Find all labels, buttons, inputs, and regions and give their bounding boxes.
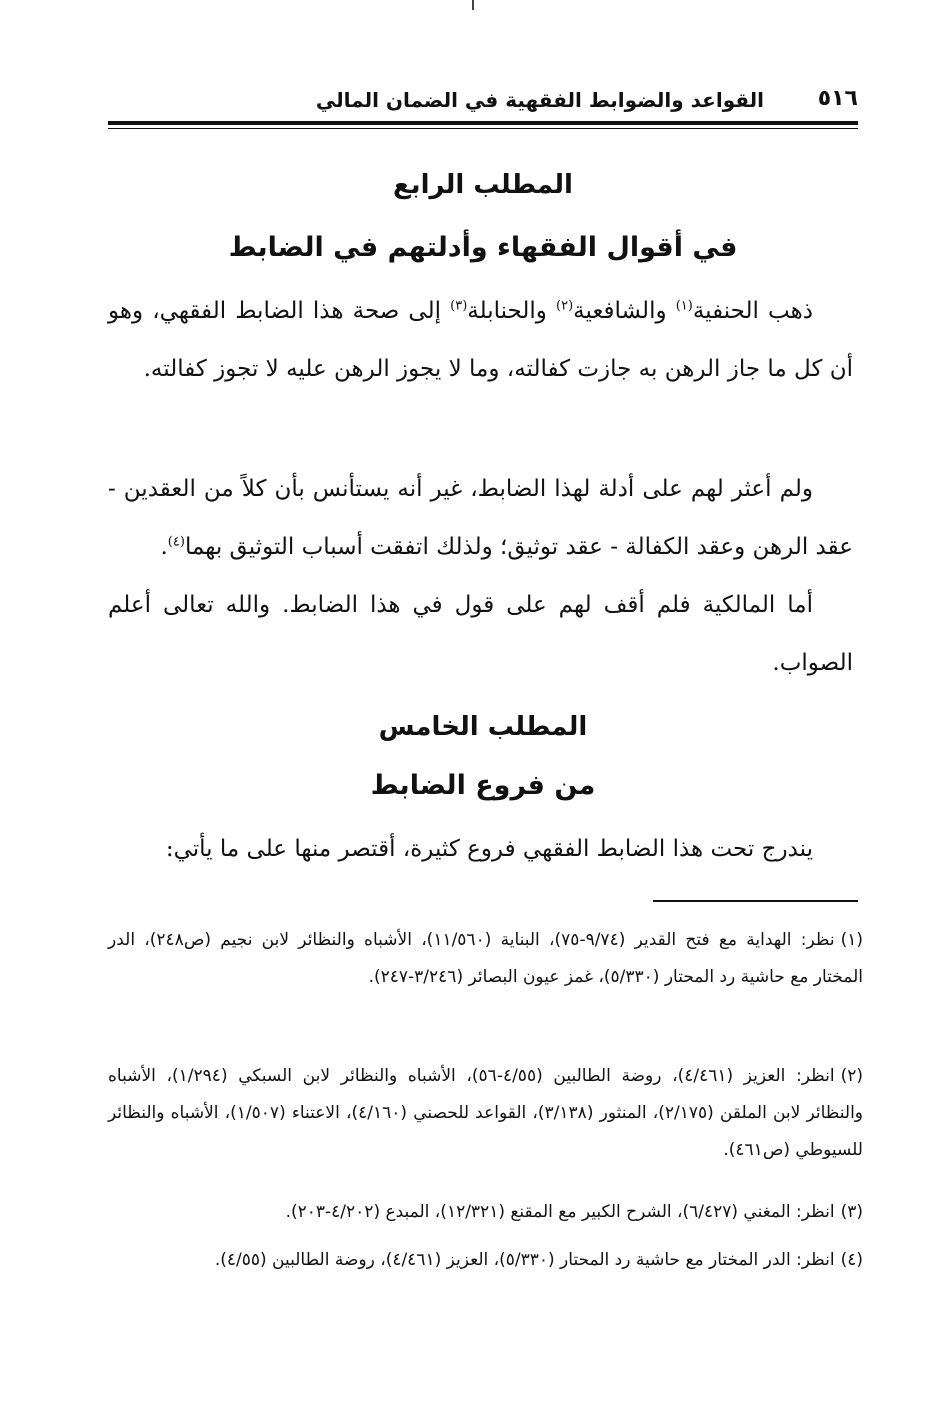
section5-intro-text: يندرج تحت هذا الضابط الفقهي فروع كثيرة، أقتصر منها على ما يأتي: <box>165 836 813 862</box>
footnote-4 <box>108 1242 863 1279</box>
page-header <box>108 84 858 118</box>
section4-subtitle: في أقوال الفقهاء وأدلتهم في الضابط <box>228 232 738 263</box>
footnote-4-text: انظر: الدر المختار مع حاشية رد المحتار (٥/٣٣٠)، العزيز (٤/٤٦١)، روضة الطالبين (٤/٥٥). <box>214 1250 835 1270</box>
footnote-2-number: (٢) <box>840 1066 864 1086</box>
page-number: ٥١٦ <box>817 86 858 111</box>
header-rule-thin <box>108 128 858 129</box>
footnote-3-text: انظر: المغني (٦/٤٢٧)، الشرح الكبير مع المقنع (١٢/٣٢١)، المبدع (٤/٢٠٢-٢٠٣). <box>285 1202 835 1222</box>
p3-text: أما المالكية فلم أقف لهم على قول في هذا الضابط. والله تعالى أعلم الصواب. <box>108 592 853 676</box>
footnote-2-text: انظر: العزيز (٤/٤٦١)، روضة الطالبين (٤/٥٥-٥٦)، الأشباه والنظائر لابن السبكي (١/٢٩٤)، الأشباه والنظائر لابن الملقن (٢/١٧٥)، المنثور (٣/١٣٨)، القواعد للحصني (٤/١٦٠)، الاعتناء (١/٥٠٧)، الأشباه والنظائر للسيوطي (ص٤٦١). <box>108 1066 863 1160</box>
paragraph-2 <box>108 460 853 576</box>
p1-text-2: والشافعية <box>573 298 676 324</box>
section5-subtitle: من فروع الضابط <box>370 770 596 801</box>
footnote-ref-1: (١) <box>675 298 693 314</box>
p2-text-2: . <box>160 534 168 560</box>
footnote-ref-3: (٣) <box>450 298 468 314</box>
section4-title: المطلب الرابع <box>393 170 573 200</box>
p1-text-4: إلى صحة هذا الضابط الفقهي، وهو أن كل ما جاز الرهن به جازت كفالته، وما لا يجوز الرهن عليه لا تجوز كفالته. <box>108 298 853 382</box>
running-title: القواعد والضوابط الفقهية في الضمان المالي <box>315 88 764 112</box>
footnote-ref-2: (٢) <box>556 298 574 314</box>
p1-text-3: والحنابلة <box>467 298 557 324</box>
section5-title: المطلب الخامس <box>378 712 588 742</box>
section5-intro <box>108 820 853 878</box>
footnote-separator <box>653 900 858 902</box>
paragraph-3 <box>108 576 853 692</box>
footnote-2 <box>108 1058 863 1169</box>
paragraph-1 <box>108 282 853 398</box>
footnote-ref-4: (٤) <box>167 534 185 550</box>
footnote-3-number: (٣) <box>840 1202 863 1222</box>
footnote-4-number: (٤) <box>840 1250 863 1270</box>
footnote-1-number: (١) <box>840 930 863 950</box>
p1-text-1: ذهب الحنفية <box>692 298 813 324</box>
p2-text-1: ولم أعثر لهم على أدلة لهذا الضابط، غير أنه يستأنس بأن كلاً من العقدين - عقد الرهن وعقد الكفالة - عقد توثيق؛ ولذلك اتفقت أسباب التوثيق بهما <box>108 476 853 560</box>
header-rule-thick <box>108 121 858 125</box>
footnote-1-text: نظر: الهداية مع فتح القدير (٩/٧٤-٧٥)، البناية (١١/٥٦٠)، الأشباه والنظائر لابن نجيم (ص٢٤٨)، الدر المختار مع حاشية رد المحتار (٥/٣٣٠)، غمز عيون البصائر (٣/٢٤٦-٢٤٧). <box>108 930 863 987</box>
footnote-3 <box>108 1194 863 1231</box>
footnote-1 <box>108 922 863 996</box>
scan-mark <box>472 0 474 10</box>
